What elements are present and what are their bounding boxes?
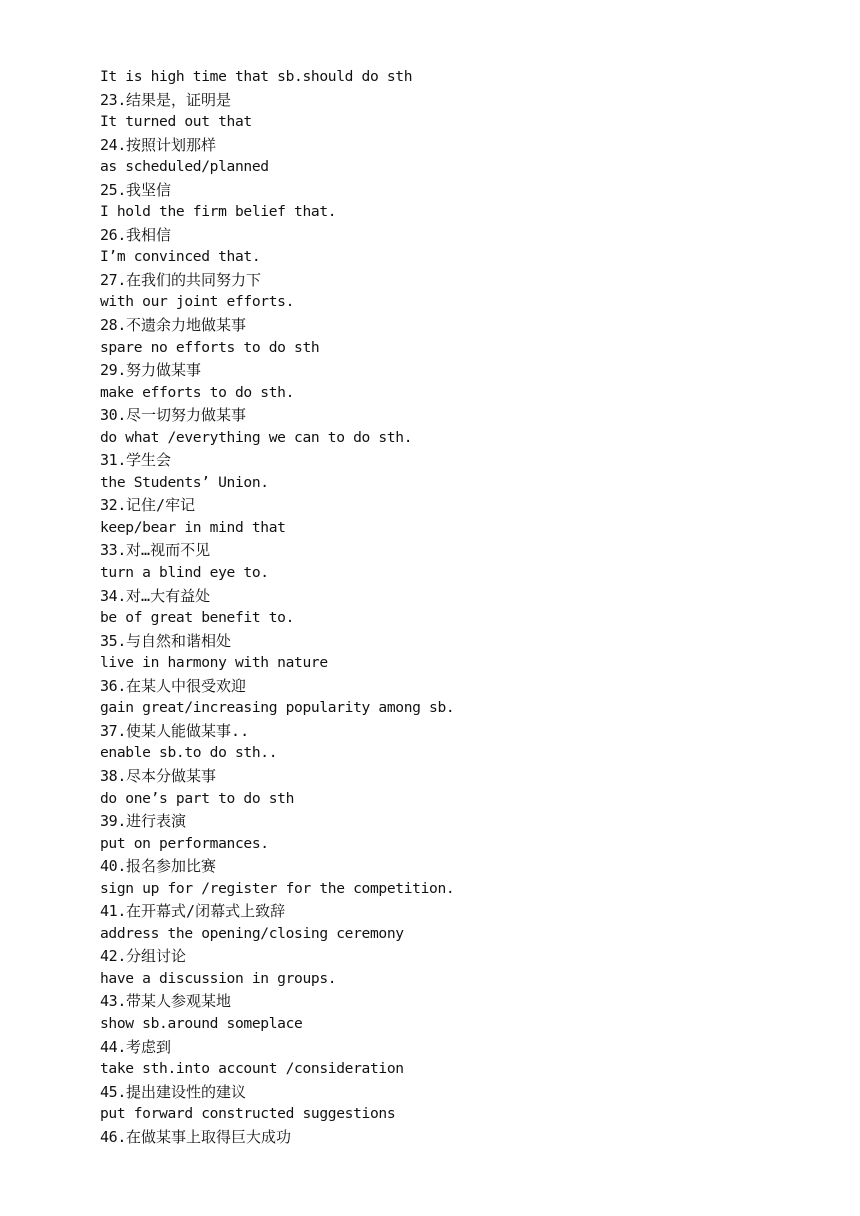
phrase-number: 40. bbox=[100, 857, 127, 876]
phrase-chinese-text: 分组讨论 bbox=[126, 947, 187, 966]
phrase-heading-chinese bbox=[100, 359, 800, 382]
phrase-english: with our joint efforts. bbox=[100, 293, 295, 311]
phrase-english: take sth.into account /consideration bbox=[100, 1060, 404, 1078]
phrase-number: 34. bbox=[100, 586, 127, 605]
phrase-chinese-text: 报名参加比赛 bbox=[126, 857, 217, 876]
phrase-heading-chinese bbox=[100, 1081, 800, 1104]
phrase-heading-chinese bbox=[100, 945, 800, 968]
phrase-number: 36. bbox=[100, 676, 127, 695]
phrase-number: 37. bbox=[100, 721, 127, 740]
phrase-number: 33. bbox=[100, 541, 127, 560]
phrase-number: 29. bbox=[100, 361, 127, 380]
phrase-number: 38. bbox=[100, 766, 127, 785]
phrase-number: 25. bbox=[100, 180, 127, 199]
phrase-chinese-text: 使某人能做某事.. bbox=[126, 721, 250, 740]
phrase-number: 39. bbox=[100, 812, 127, 831]
phrase-number: 27. bbox=[100, 270, 127, 289]
phrase-chinese-text: 在开幕式/闭幕式上致辞 bbox=[126, 902, 286, 921]
phrase-chinese-text: 在做某事上取得巨大成功 bbox=[126, 1127, 292, 1146]
phrase-chinese-text: 我相信 bbox=[126, 225, 172, 244]
phrase-english: do one’s part to do sth bbox=[100, 789, 295, 807]
phrase-number: 43. bbox=[100, 992, 127, 1011]
phrase-english: the Students’ Union. bbox=[100, 473, 269, 491]
document-page bbox=[100, 66, 800, 1148]
phrase-chinese-text: 在某人中很受欢迎 bbox=[126, 676, 247, 695]
phrase-number: 42. bbox=[100, 947, 127, 966]
phrase-heading-chinese bbox=[100, 314, 800, 337]
phrase-heading-chinese bbox=[100, 855, 800, 878]
phrase-heading-chinese bbox=[100, 1036, 800, 1059]
phrase-english: have a discussion in groups. bbox=[100, 969, 337, 987]
phrase-chinese-text: 结果是，证明是 bbox=[126, 90, 232, 109]
phrase-chinese-text: 提出建设性的建议 bbox=[126, 1082, 247, 1101]
phrase-chinese-text: 考虑到 bbox=[126, 1037, 172, 1056]
phrase-english: gain great/increasing popularity among sb. bbox=[100, 699, 455, 717]
phrase-number: 24. bbox=[100, 135, 127, 154]
phrase-heading-chinese bbox=[100, 630, 800, 653]
phrase-heading-chinese bbox=[100, 900, 800, 923]
phrase-number: 26. bbox=[100, 225, 127, 244]
phrase-number: 45. bbox=[100, 1082, 127, 1101]
phrase-english: It is high time that sb.should do sth bbox=[100, 68, 413, 85]
phrase-chinese-text: 按照计划那样 bbox=[126, 135, 217, 154]
phrase-english: be of great benefit to. bbox=[100, 609, 295, 627]
phrase-number: 23. bbox=[100, 90, 127, 109]
phrase-heading-chinese bbox=[100, 1126, 800, 1149]
phrase-chinese-text: 对…大有益处 bbox=[126, 586, 211, 605]
phrase-english: as scheduled/planned bbox=[100, 158, 269, 176]
phrase-heading-chinese bbox=[100, 269, 800, 292]
phrase-english: show sb.around someplace bbox=[100, 1014, 303, 1032]
phrase-english: put forward constructed suggestions bbox=[100, 1105, 396, 1123]
phrase-chinese-text: 与自然和谐相处 bbox=[126, 631, 232, 650]
phrase-number: 32. bbox=[100, 496, 127, 515]
phrase-number: 30. bbox=[100, 406, 127, 425]
phrase-english: live in harmony with nature bbox=[100, 654, 328, 672]
phrase-english: make efforts to do sth. bbox=[100, 383, 295, 401]
phrase-english: spare no efforts to do sth bbox=[100, 338, 320, 356]
phrase-heading-chinese bbox=[100, 494, 800, 517]
phrase-english: keep/bear in mind that bbox=[100, 518, 286, 536]
phrase-heading-chinese bbox=[100, 675, 800, 698]
phrase-heading-chinese bbox=[100, 720, 800, 743]
phrase-number: 28. bbox=[100, 316, 127, 335]
phrase-heading-chinese bbox=[100, 134, 800, 157]
phrase-english: enable sb.to do sth.. bbox=[100, 744, 278, 762]
phrase-heading-chinese bbox=[100, 585, 800, 608]
phrase-heading-chinese bbox=[100, 404, 800, 427]
phrase-chinese-text: 尽本分做某事 bbox=[126, 766, 217, 785]
phrase-chinese-text: 记住/牢记 bbox=[126, 496, 196, 515]
phrase-heading-chinese bbox=[100, 765, 800, 788]
phrase-chinese-text: 在我们的共同努力下 bbox=[126, 270, 262, 289]
phrase-english: address the opening/closing ceremony bbox=[100, 924, 404, 942]
phrase-english: put on performances. bbox=[100, 834, 269, 852]
phrase-heading-chinese bbox=[100, 810, 800, 833]
phrase-english: do what /everything we can to do sth. bbox=[100, 428, 413, 446]
phrase-number: 46. bbox=[100, 1127, 127, 1146]
phrase-heading-chinese bbox=[100, 990, 800, 1013]
phrase-heading-chinese bbox=[100, 449, 800, 472]
phrase-english: I hold the firm belief that. bbox=[100, 203, 337, 221]
phrase-chinese-text: 带某人参观某地 bbox=[126, 992, 232, 1011]
phrase-number: 44. bbox=[100, 1037, 127, 1056]
phrase-heading-chinese bbox=[100, 89, 800, 112]
phrase-chinese-text: 努力做某事 bbox=[126, 361, 202, 380]
phrase-english: turn a blind eye to. bbox=[100, 564, 269, 582]
phrase-number: 35. bbox=[100, 631, 127, 650]
phrase-english: I’m convinced that. bbox=[100, 248, 261, 266]
phrase-heading-chinese bbox=[100, 179, 800, 202]
phrase-english: It turned out that bbox=[100, 113, 252, 131]
phrase-heading-chinese bbox=[100, 224, 800, 247]
phrase-chinese-text: 尽一切努力做某事 bbox=[126, 406, 247, 425]
phrase-chinese-text: 进行表演 bbox=[126, 812, 187, 831]
phrase-number: 41. bbox=[100, 902, 127, 921]
phrase-chinese-text: 对…视而不见 bbox=[126, 541, 211, 560]
phrase-number: 31. bbox=[100, 451, 127, 470]
phrase-heading-chinese bbox=[100, 539, 800, 562]
phrase-chinese-text: 我坚信 bbox=[126, 180, 172, 199]
phrase-english: sign up for /register for the competition. bbox=[100, 879, 455, 897]
phrase-chinese-text: 不遗余力地做某事 bbox=[126, 316, 247, 335]
phrase-chinese-text: 学生会 bbox=[126, 451, 172, 470]
